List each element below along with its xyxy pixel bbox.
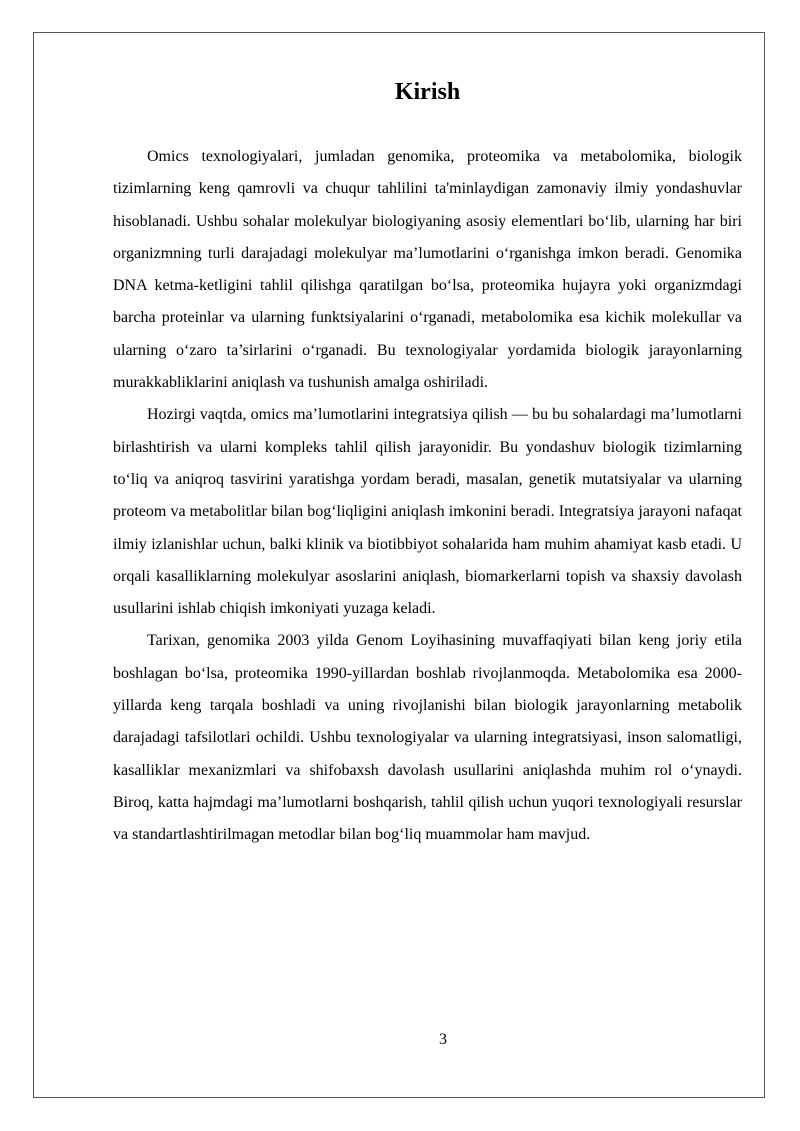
page-number: 3 xyxy=(439,1031,447,1048)
document-body xyxy=(113,141,742,852)
page-title: Kirish xyxy=(394,79,461,105)
paragraph-3: Tarixan, genomika 2003 yilda Genom Loyihasining muvaffaqiyati bilan keng joriy etila boshlagan bo‘lsa, proteomika 1990-yillardan boshlab rivojlanmoqda. Metabolomika esa 2000-yillarda keng tarqala boshladi va uning rivojlanishi bilan biologik jarayonlarning metabolik darajadagi tafsilotlari ochildi. Ushbu texnologiyalar va ularning integratsiyasi, inson salomatligi, kasalliklar mexanizmlari va shifobaxsh davolash usullarini aniqlashda muhim rol o‘ynaydi. Biroq, katta hajmdagi ma’lumotlarni boshqarish, tahlil qilish uchun yuqori texnologiyali resurslar va standartlashtirilmagan metodlar bilan bog‘liq muammolar ham mavjud. xyxy=(113,632,742,844)
paragraph-2: Hozirgi vaqtda, omics ma’lumotlarini integratsiya qilish — bu bu sohalardagi ma’lumotlarni birlashtirish va ularni kompleks tahlil qilish jarayonidir. Bu yondashuv biologik tizimlarning to‘liq va aniqroq tasvirini yaratishga yordam beradi, masalan, genetik mutatsiyalar va ularning proteom va metabolitlar bilan bog‘liqligini aniqlash imkonini beradi. Integratsiya jarayoni nafaqat ilmiy izlanishlar uchun, balki klinik va biotibbiyot sohalarida ham muhim ahamiyat kasb etadi. U orqali kasalliklarning molekulyar asoslarini aniqlash, biomarkerlarni topish va shaxsiy davolash usullarini ishlab chiqish imkoniyati yuzaga keladi. xyxy=(113,406,742,618)
paragraph-1: Omics texnologiyalari, jumladan genomika, proteomika va metabolomika, biologik tizimlarning keng qamrovli va chuqur tahlilini ta'minlaydigan zamonaviy ilmiy yondashuvlar hisoblanadi. Ushbu sohalar molekulyar biologiyaning asosiy elementlari bo‘lib, ularning har biri organizmning turli darajadagi molekulyar ma’lumotlarini o‘rganishga imkon beradi. Genomika DNA ketma-ketligini tahlil qilishga qaratilgan bo‘lsa, proteomika hujayra yoki organizmdagi barcha proteinlar va ularning funktsiyalarini o‘rganadi, metabolomika esa kichik molekullar va ularning o‘zaro ta’sirlarini o‘rganadi. Bu texnologiyalar yordamida biologik jarayonlarning murakkabliklarini aniqlash va tushunish amalga oshiriladi. xyxy=(113,148,742,392)
